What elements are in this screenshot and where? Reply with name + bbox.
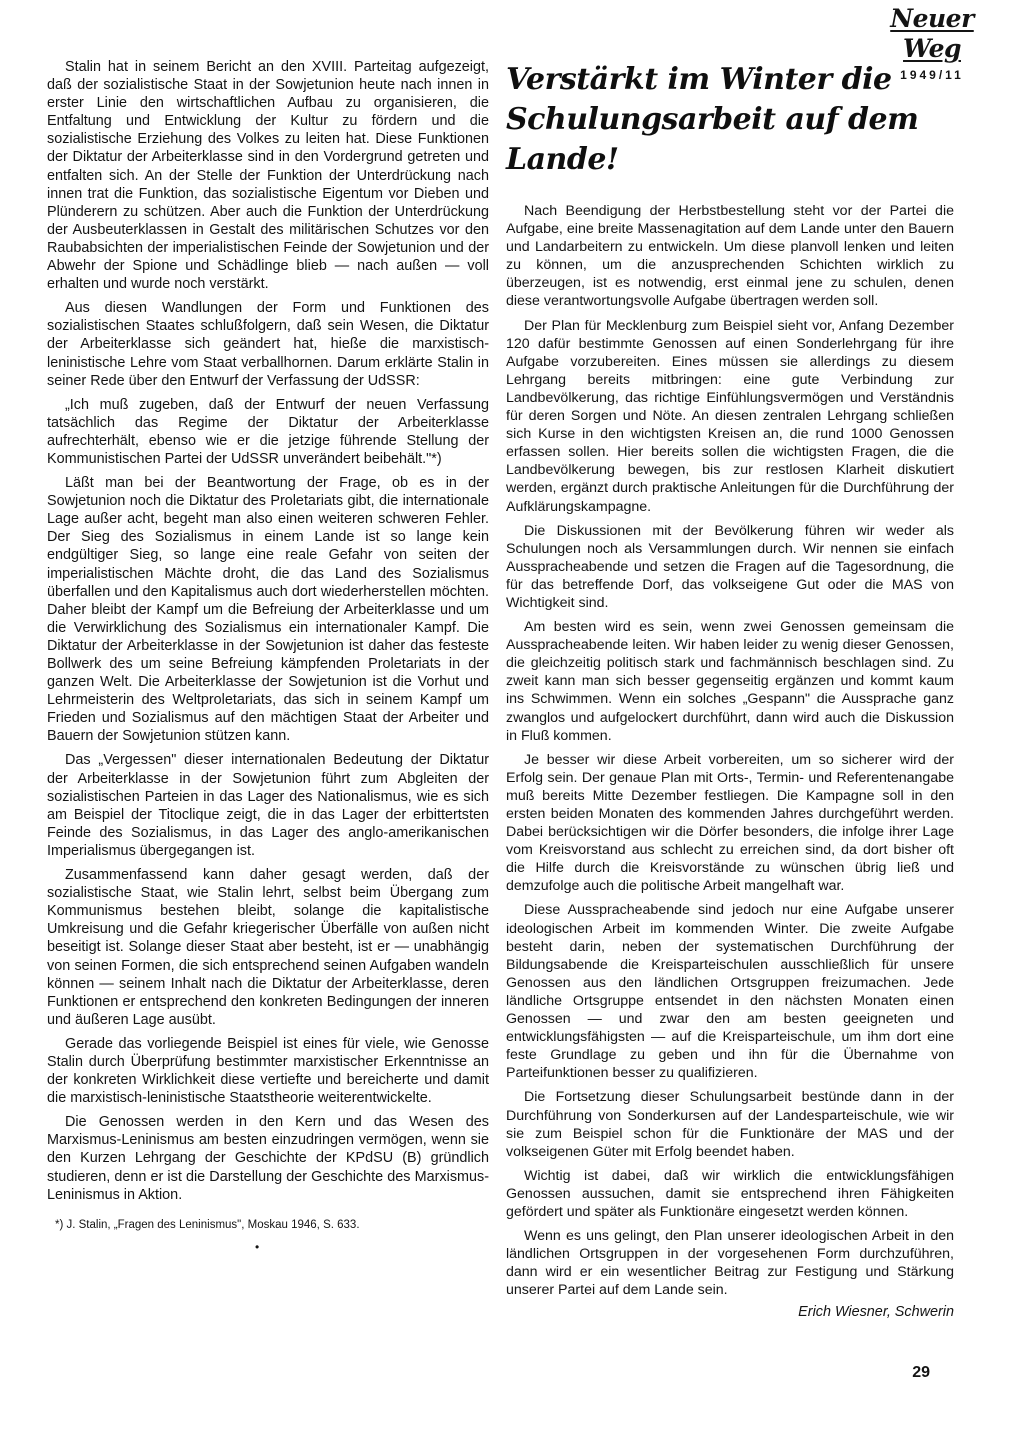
paragraph: Der Plan für Mecklenburg zum Beispiel sieht vor, Anfang Dezember 120 dafür bestimmte Genossen auf einen Sonderlehrgang für ihre Aufgabe vorzubereiten. Eines müssen sie allerdings zu diesem Lehrgang bereits mitbringen: eine gute Verbindung zur Landbevölkerung, das richtige Einfühlungsvermögen und Verständnis für deren Sorgen und Nöte. An diesen zentralen Lehrgang schließen sich Kurse in den wichtigsten Kreisen an, die rund 1000 Genossen erfassen sollen. Hier bereits sollen die wichtigsten Fragen, die die Landbevölkerung bewegen, bis zur restlosen Klarheit diskutiert werden, ergänzt durch praktische Anleitungen für die Durchführung der Aufklärungskampagne. [506,317,954,515]
right-column [506,60,954,1321]
author-byline: Erich Wiesner, Schwerin [798,1304,954,1321]
paragraph: Diese Ausspracheabende sind jedoch nur eine Aufgabe unserer ideologischen Arbeit im kommenden Winter. Die zweite Aufgabe besteht darin, neben der systematischen Durchführung der Bildungsabende die Kreisparteischulen ausschließlich für unsere Genossen aus den ländlichen Ortsgruppen freizumachen. Jede ländliche Ortsgruppe entsendet in den nächsten Monaten einen Genossen — und zwar den am besten geeigneten und entwicklungsfähigsten — auf die Kreisparteischule, um ihm dort eine feste Grundlage zu geben und ihn für die Übernahme von Parteifunktionen besser zu qualifizieren. [506,902,954,1082]
footnote: *) J. Stalin, „Fragen des Leninismus", Moskau 1946, S. 633. [55,1218,360,1231]
page-number: 29 [912,1364,930,1381]
paragraph: Das „Vergessen" dieser internationalen Bedeutung der Diktatur der Arbeiterklasse in der Sowjetunion führt zum Abgleiten der sozialistischen Parteien in das Lager des Nationalismus, wie es sich am Beispiel der Titoclique zeigt, die in das Lager der erbittertsten Feinde des Sozialismus, in das Lager des anglo-amerikanischen Imperialismus übergegangen ist. [47,752,489,859]
paragraph: Wichtig ist dabei, daß wir wirklich die entwicklungsfähigen Genossen aussuchen, damit sie entsprechend ihren Fähigkeiten gefördert und später als Funktionäre eingesetzt werden können. [506,1167,954,1220]
paragraph: Aus diesen Wandlungen der Form und Funktionen des sozialistischen Staates schlußfolgern, daß sein Wesen, die Diktatur der Arbeiterklasse sich geändert hat, hieße die marxistisch-leninistische Lehre vom Staat verballhornen. Darum erklärte Stalin in seiner Rede über den Entwurf der Verfassung der UdSSR: [47,300,489,389]
paragraph: Die Fortsetzung dieser Schulungsarbeit bestünde dann in der Durchführung von Sonderkursen auf der Landesparteischule, wie wir sie zum Beispiel schon für die Funktionäre der MAS und der volkseigenen Güter mit Erfolg beendet haben. [506,1089,954,1160]
issue-number: 1949/11 [900,68,964,82]
article-headline: Verstärkt im Winter die Schulungsarbeit auf dem Lande! [506,62,919,177]
paragraph: Am besten wird es sein, wenn zwei Genossen gemeinsam die Ausspracheabende leiten. Wir haben leider zu wenig dieser Genossen, die gleichzeitig politisch stark und fachmännisch beschlagen sind. Zu zweit kann man sich besser gegenseitig ergänzen und kommt kaum ins Schwimmen. Wenn ein solches „Gespann" die Aussprache ganz zwanglos und aufgelockert durchführt, dann wird auch die Diskussion in Fluß kommen. [506,619,954,744]
paragraph: Zusammenfassend kann daher gesagt werden, daß der sozialistische Staat, wie Stalin lehrt, selbst beim Übergang zum Kommunismus bestehen bleibt, solange die kapitalistische Umkreisung und die Gefahr kriegerischer Überfälle von außen nicht beseitigt ist. Solange dieser Staat aber besteht, ist er — unabhängig von seinen Formen, die sich entsprechend seinen Aufgaben wandeln können — seinem Inhalt nach die Diktatur der Arbeiterklasse, deren Funktionen er entsprechend den konkreten Bedingungen der inneren und äußeren Lage ausübt. [47,867,489,1028]
paragraph: Läßt man bei der Beantwortung der Frage, ob es in der Sowjetunion noch die Diktatur des Proletariats gibt, die internationale Lage außer acht, begeht man also einen weiteren schweren Fehler. Der Sieg des Sozialismus in einem Lande ist so lange kein endgültiger Sieg, so lange eine reale Gefahr von seiten der imperialistischen Mächte droht, die das Land des Sozialismus überfallen und den Kapitalismus auch dort wiederherstellen möchten. Daher bleibt der Kampf um die Befreiung der Arbeiterklasse und um die Verwirklichung des Sozialismus ein internationaler Kampf. Die Diktatur der Arbeiterklasse in der Sowjetunion ist daher das festeste Bollwerk des um seine Befreiung kämpfenden Proletariats in der ganzen Welt. Die Arbeiterklasse der Sowjetunion ist die Vorhut und Lehrmeisterin des Weltproletariats, das sich in seinem Kampf um Frieden und Sozialismus auf den mächtigen Staat der Arbeiter und Bauern der Sowjetunion stützen kann. [47,475,489,745]
masthead-logo: Neuer Weg [890,4,974,63]
paragraph: Wenn es uns gelingt, den Plan unserer ideologischen Arbeit in den ländlichen Ortsgruppen in der vorgesehenen Form durchzuführen, dann wird er ein wesentlicher Beitrag zur Festigung und Stärkung unserer Partei auf dem Lande sein. [506,1228,954,1299]
left-column [47,58,489,1254]
paragraph: Stalin hat in seinem Bericht an den XVIII. Parteitag aufgezeigt, daß der sozialistische Staat in der Sowjetunion heute nach innen in erster Linie den wirtschaftlichen Aufbau zu organisieren, die Entfaltung und Entwicklung der Kultur zu fördern und die sozialistische Erziehung des Volkes zu leiten hat. Diese Funktionen der Diktatur der Arbeiterklasse sind in den Vordergrund getreten und entfalten sich. An der Stelle der Funktion der Unterdrückung nach innen trat die Funktion, das sozialistische Eigentum vor Dieben und Plünderern zu schützen. Aber auch die Funktion der Unterdrückung der Ausbeuterklassen in Gestalt des militärischen Schutzes vor den Raubabsichten der imperialistischen Feinde der Sowjetunion und der Abwehr der Spione und Schädlinge blieb — nach außen — voll erhalten und wurde noch verstärkt. [47,59,489,293]
paragraph: Nach Beendigung der Herbstbestellung steht vor der Partei die Aufgabe, eine breite Massenagitation auf dem Lande unter den Bauern und Landarbeitern zu entwickeln. Um diese planvoll lenken und leiten zu können, um die anzusprechenden Schichten wirklich zu überzeugen, ist es notwendig, erst einmal jene zu schulen, denen diese verantwortungsvolle Aufgabe übertragen werden soll. [506,203,954,310]
paragraph: Die Diskussionen mit der Bevölkerung führen wir weder als Schulungen noch als Versammlungen durch. Wir nennen sie einfach Ausspracheabende und setzen die Fragen auf die Tagesordnung, die für das betreffende Dorf, das volkseigene Gut oder die MAS von Wichtigkeit sind. [506,522,954,611]
bullet-dot: • [255,1239,260,1254]
paragraph: Je besser wir diese Arbeit vorbereiten, um so sicherer wird der Erfolg sein. Der genaue Plan mit Orts-, Termin- und Referentenangabe muß bereits Mitte Dezember festliegen. Die Kampagne soll in den ersten beiden Monaten des kommenden Jahres durchgeführt werden. Dabei berücksichtigen wir die Dörfer besonders, die infolge ihrer Lage vom Kreisvorstand aus schlecht zu erreichen sind, da dort bisher oft die Hilfe durch die Kreisvorstände zu wünschen übrig ließ und demzufolge auch die politische Arbeit mangelhaft war. [506,751,954,895]
paragraph: Die Genossen werden in den Kern und das Wesen des Marxismus-Leninismus am besten einzudringen vermögen, wenn sie den Kurzen Lehrgang der Geschichte der KPdSU (B) gründlich studieren, denn er ist die Darstellung der Geschichte des Marxismus-Leninismus in Aktion. [47,1114,489,1203]
paragraph: Gerade das vorliegende Beispiel ist eines für viele, wie Genosse Stalin durch Überprüfung bestimmter marxistischer Erkenntnisse an der konkreten Wirklichkeit diese vertiefte und bereicherte und damit die marxistisch-leninistische Staatstheorie weiterentwickelte. [47,1035,489,1107]
stalin-quote: „Ich muß zugeben, daß der Entwurf der neuen Verfassung tatsächlich das Regime der Diktatur der Arbeiterklasse aufrechterhält, ebenso wie er die jetzige führende Stellung der Kommunistischen Partei der UdSSR unverändert beibehält."*) [47,396,489,467]
